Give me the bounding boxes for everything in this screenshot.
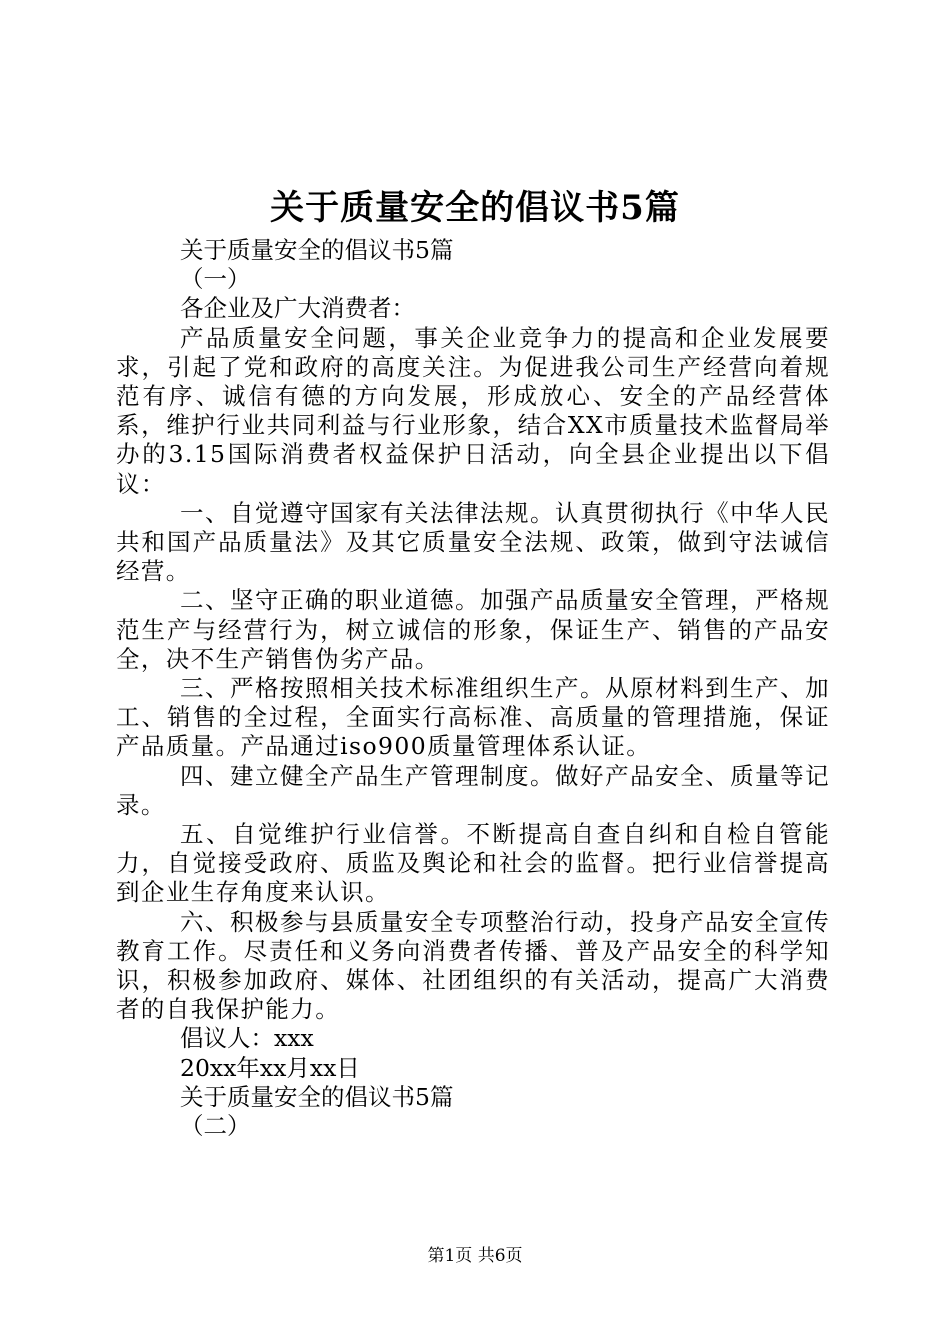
section-number-2: （二）: [180, 1112, 251, 1141]
paragraph-item-4: 四、建立健全产品生产管理制度。做好产品安全、质量等记录。: [116, 761, 830, 819]
subtitle-line: 关于质量安全的倡议书5篇: [180, 236, 454, 264]
paragraph-item-5: 五、自觉维护行业信誉。不断提高自查自纠和自检自管能力，自觉接受政府、质监及舆论和社会的监督。把行业信誉提高到企业生存角度来认识。: [116, 820, 830, 907]
document-title: 关于质量安全的倡议书5篇: [270, 188, 680, 228]
paragraph-item-6: 六、积极参与县质量安全专项整治行动，投身产品安全宣传教育工作。尽责任和义务向消费者传播、普及产品安全的科学知识，积极参加政府、媒体、社团组织的有关活动，提高广大消费者的自我保护能力。: [116, 907, 830, 1024]
paragraph-item-1: 一、自觉遵守国家有关法律法规。认真贯彻执行《中华人民共和国产品质量法》及其它质量安全法规、政策，做到守法诚信经营。: [116, 498, 830, 586]
section-number: （一）: [180, 265, 251, 294]
paragraph-intro: 产品质量安全问题，事关企业竞争力的提高和企业发展要求，引起了党和政府的高度关注。为促进我公司生产经营向着规范有序、诚信有德的方向发展，形成放心、安全的产品经营体系，维护行业共同利益与行业形象，结合XX市质量技术监督局举办的3.15国际消费者权益保护日活动，向全县企业提出以下倡议：: [116, 323, 830, 498]
paragraph-item-2: 二、坚守正确的职业道德。加强产品质量安全管理，严格规范生产与经营行为，树立诚信的形象，保证生产、销售的产品安全，决不生产销售伪劣产品。: [116, 586, 830, 673]
date-line: 20xx年xx月xx日: [180, 1053, 360, 1082]
paragraph-item-3: 三、严格按照相关技术标准组织生产。从原材料到生产、加工、销售的全过程，全面实行高标准、高质量的管理措施，保证产品质量。产品通过iso900质量管理体系认证。: [116, 674, 830, 761]
subtitle-line-2: 关于质量安全的倡议书5篇: [180, 1082, 454, 1111]
salutation: 各企业及广大消费者：: [180, 294, 415, 323]
page-footer: 第1页 共6页: [427, 1246, 523, 1266]
document-body: [116, 236, 830, 1141]
signer-line: 倡议人：xxx: [180, 1024, 314, 1053]
